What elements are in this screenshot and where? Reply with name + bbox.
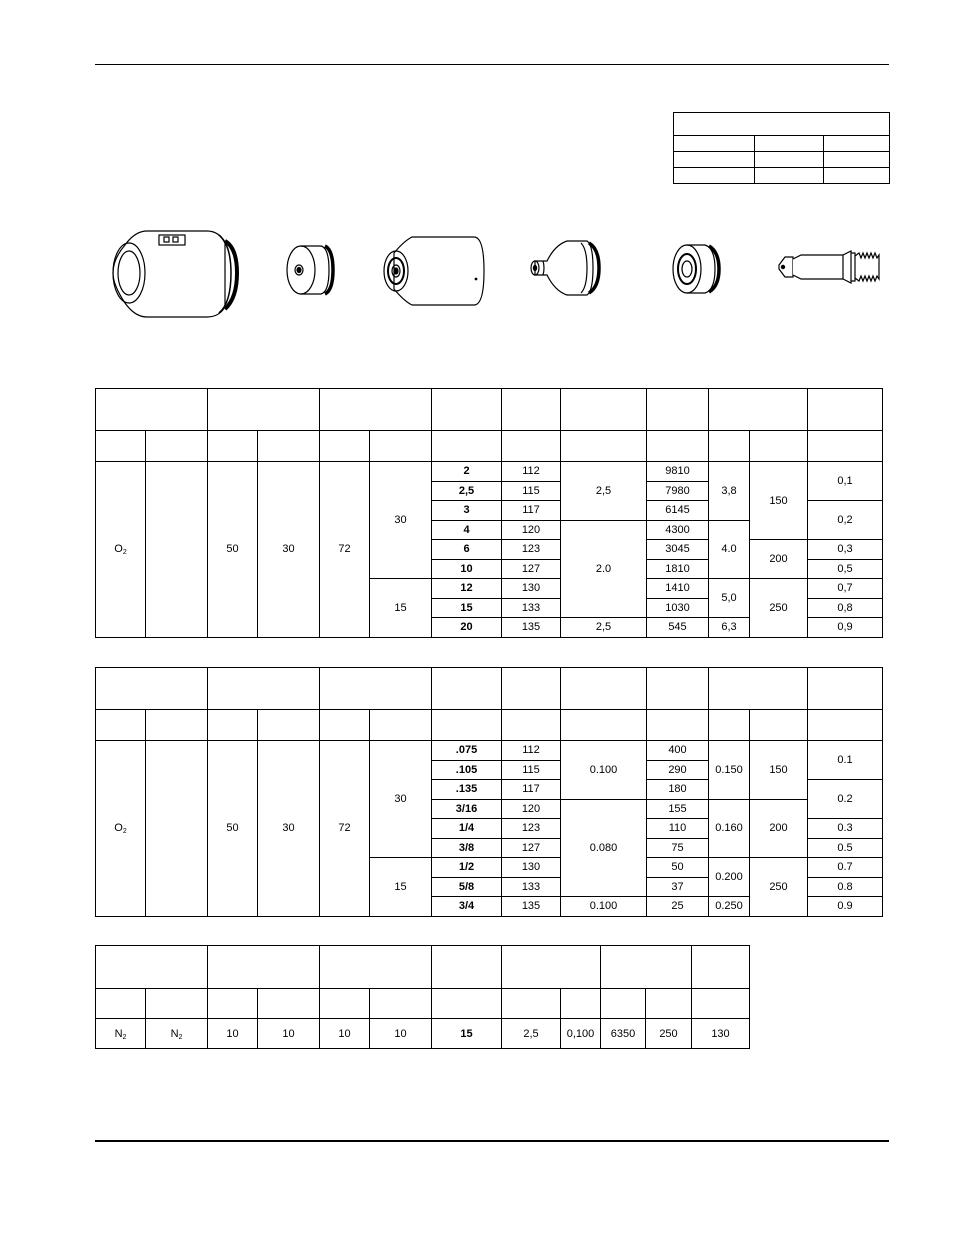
value-cell: 72: [320, 462, 370, 638]
mini-table-header: [674, 113, 890, 136]
value-cell: 133: [502, 877, 561, 897]
mini-table-cell: [824, 168, 890, 184]
marking-chart: [95, 945, 750, 1049]
group-cell: 15: [370, 579, 432, 638]
header-cell: [432, 389, 502, 431]
value-cell: 0.080: [561, 799, 647, 897]
header-cell: [208, 946, 320, 989]
group-cell: 30: [370, 462, 432, 579]
subheader-cell: [146, 989, 208, 1019]
speed-cell: 9810: [647, 462, 709, 482]
group-cell: 30: [370, 741, 432, 858]
value-cell: 0.7: [808, 858, 883, 878]
mini-table-cell: [755, 136, 824, 152]
value-cell: 117: [502, 501, 561, 521]
thickness-cell: 10: [432, 559, 502, 579]
speed-cell: 4300: [647, 520, 709, 540]
header-cell: [208, 389, 320, 431]
header-cell: [432, 668, 502, 710]
value-cell: 10: [370, 1019, 432, 1049]
thickness-cell: 3/8: [432, 838, 502, 858]
mini-table-cell: [755, 168, 824, 184]
value-cell: 0.9: [808, 897, 883, 917]
value-cell: 0,1: [808, 462, 883, 501]
value-cell: 5,0: [709, 579, 750, 618]
mini-table-cell: [674, 168, 755, 184]
value-cell: 112: [502, 741, 561, 761]
value-cell: 0.200: [709, 858, 750, 897]
value-cell: 135: [502, 897, 561, 917]
gas-cell: $N_2$: [96, 1019, 146, 1049]
value-cell: 0.1: [808, 741, 883, 780]
value-cell: 200: [750, 540, 808, 579]
value-cell: 0.2: [808, 780, 883, 819]
value-cell: 115: [502, 481, 561, 501]
speed-cell: 1410: [647, 579, 709, 599]
value-cell: 127: [502, 838, 561, 858]
gas-cell: $O_2$: [96, 462, 146, 638]
value-cell: 4.0: [709, 520, 750, 579]
header-cell: [647, 668, 709, 710]
value-cell: 10: [208, 1019, 258, 1049]
value-cell: 6350: [601, 1019, 646, 1049]
subheader-cell: [432, 431, 502, 462]
speed-cell: 110: [647, 819, 709, 839]
value-cell: 0.250: [709, 897, 750, 917]
value-cell: 112: [502, 462, 561, 482]
speed-cell: 37: [647, 877, 709, 897]
mini-reference-table: [673, 112, 890, 184]
subheader-cell: [750, 431, 808, 462]
value-cell: 50: [208, 462, 258, 638]
subheader-cell: [808, 431, 883, 462]
gas-cell: $O_2$: [96, 741, 146, 917]
value-cell: 250: [750, 858, 808, 917]
value-cell: 250: [750, 579, 808, 638]
value-cell: 0.160: [709, 799, 750, 858]
retaining-cap-icon: [380, 231, 490, 311]
header-cell: [709, 389, 808, 431]
value-cell: 150: [750, 741, 808, 800]
thickness-cell: 3/16: [432, 799, 502, 819]
subheader-cell: [601, 989, 646, 1019]
subheader-cell: [432, 710, 502, 741]
subheader-cell: [208, 989, 258, 1019]
subheader-cell: [258, 710, 320, 741]
value-cell: 0.3: [808, 819, 883, 839]
speed-cell: 6145: [647, 501, 709, 521]
thickness-cell: .135: [432, 780, 502, 800]
speed-cell: 7980: [647, 481, 709, 501]
value-cell: 115: [502, 760, 561, 780]
subheader-cell: [561, 431, 647, 462]
header-cell: [432, 946, 502, 989]
header-cell: [320, 946, 432, 989]
speed-cell: 400: [647, 741, 709, 761]
value-cell: 120: [502, 520, 561, 540]
subheader-cell: [320, 431, 370, 462]
header-cell: [692, 946, 750, 989]
value-cell: 30: [258, 462, 320, 638]
subheader-cell: [258, 431, 320, 462]
value-cell: 3,8: [709, 462, 750, 521]
value-cell: 150: [750, 462, 808, 540]
thickness-cell: 1/4: [432, 819, 502, 839]
value-cell: 0,9: [808, 618, 883, 638]
subheader-cell: [709, 431, 750, 462]
header-cell: [808, 668, 883, 710]
subheader-cell: [370, 710, 432, 741]
value-cell: 130: [502, 858, 561, 878]
electrode-icon: [775, 247, 885, 289]
subheader-cell: [96, 431, 146, 462]
thickness-cell: 5/8: [432, 877, 502, 897]
thickness-cell: 3: [432, 501, 502, 521]
value-cell: 0,5: [808, 559, 883, 579]
subheader-cell: [320, 989, 370, 1019]
subheader-cell: [709, 710, 750, 741]
swirl-ring-icon: [669, 238, 725, 300]
subheader-cell: [750, 710, 808, 741]
speed-cell: 290: [647, 760, 709, 780]
header-cell: [96, 389, 208, 431]
value-cell: 72: [320, 741, 370, 917]
value-cell: 200: [750, 799, 808, 858]
subheader-cell: [370, 989, 432, 1019]
subheader-cell: [502, 710, 561, 741]
header-cell: [96, 668, 208, 710]
mini-table-cell: [824, 136, 890, 152]
value-cell: 0,100: [561, 1019, 601, 1049]
value-cell: 2.0: [561, 520, 647, 618]
value-cell: 127: [502, 559, 561, 579]
header-cell: [96, 946, 208, 989]
subheader-cell: [561, 989, 601, 1019]
subheader-cell: [646, 989, 692, 1019]
value-cell: 0,7: [808, 579, 883, 599]
value-cell: 123: [502, 540, 561, 560]
value-cell: 0.8: [808, 877, 883, 897]
group-cell: 15: [370, 858, 432, 917]
thickness-cell: 15: [432, 598, 502, 618]
subheader-cell: [647, 710, 709, 741]
value-cell: 0.5: [808, 838, 883, 858]
value-cell: 30: [258, 741, 320, 917]
consumables-illustration: [95, 205, 889, 325]
subheader-cell: [258, 989, 320, 1019]
header-cell: [320, 668, 432, 710]
speed-cell: 25: [647, 897, 709, 917]
gas-cell: $N_2$: [146, 1019, 208, 1049]
subheader-cell: [502, 989, 561, 1019]
subheader-cell: [692, 989, 750, 1019]
cut-chart-imperial: [95, 667, 883, 917]
nozzle-icon: [525, 235, 605, 301]
value-cell: 0.100: [561, 897, 647, 917]
subheader-cell: [808, 710, 883, 741]
header-cell: [502, 946, 601, 989]
value-cell: 2,5: [561, 462, 647, 521]
subheader-cell: [502, 431, 561, 462]
header-cell: [502, 389, 561, 431]
value-cell: 0.150: [709, 741, 750, 800]
header-cell: [647, 389, 709, 431]
value-cell: 10: [320, 1019, 370, 1049]
value-cell: 0,2: [808, 501, 883, 540]
header-cell: [808, 389, 883, 431]
subheader-cell: [432, 989, 502, 1019]
thickness-cell: 15: [432, 1019, 502, 1049]
value-cell: 2,5: [502, 1019, 561, 1049]
speed-cell: 3045: [647, 540, 709, 560]
mini-table-cell: [674, 136, 755, 152]
thickness-cell: 6: [432, 540, 502, 560]
value-cell: 2,5: [561, 618, 647, 638]
value-cell: 123: [502, 819, 561, 839]
header-cell: [208, 668, 320, 710]
subheader-cell: [561, 710, 647, 741]
mini-table-cell: [755, 152, 824, 168]
value-cell: 117: [502, 780, 561, 800]
header-cell: [561, 389, 647, 431]
cut-chart-metric: [95, 388, 883, 638]
header-cell: [320, 389, 432, 431]
mini-table-cell: [824, 152, 890, 168]
header-rule: [95, 64, 889, 65]
value-cell: 10: [258, 1019, 320, 1049]
shield-icon: [107, 223, 242, 323]
thickness-cell: 4: [432, 520, 502, 540]
subheader-cell: [146, 431, 208, 462]
thickness-cell: .105: [432, 760, 502, 780]
speed-cell: 75: [647, 838, 709, 858]
thickness-cell: .075: [432, 741, 502, 761]
value-cell: 0,3: [808, 540, 883, 560]
speed-cell: 545: [647, 618, 709, 638]
thickness-cell: 2: [432, 462, 502, 482]
header-cell: [601, 946, 692, 989]
value-cell: 6,3: [709, 618, 750, 638]
thickness-cell: 2,5: [432, 481, 502, 501]
subheader-cell: [320, 710, 370, 741]
subheader-cell: [146, 710, 208, 741]
thickness-cell: 20: [432, 618, 502, 638]
subheader-cell: [647, 431, 709, 462]
value-cell: 50: [208, 741, 258, 917]
thickness-cell: 12: [432, 579, 502, 599]
header-cell: [709, 668, 808, 710]
value-cell: 120: [502, 799, 561, 819]
subheader-cell: [208, 431, 258, 462]
footer-rule: [95, 1140, 889, 1142]
value-cell: 133: [502, 598, 561, 618]
thickness-cell: 1/2: [432, 858, 502, 878]
subheader-cell: [96, 989, 146, 1019]
speed-cell: 1030: [647, 598, 709, 618]
mini-table-cell: [674, 152, 755, 168]
speed-cell: 50: [647, 858, 709, 878]
subheader-cell: [208, 710, 258, 741]
thickness-cell: 3/4: [432, 897, 502, 917]
subheader-cell: [370, 431, 432, 462]
speed-cell: 1810: [647, 559, 709, 579]
value-cell: 130: [502, 579, 561, 599]
header-cell: [502, 668, 561, 710]
speed-cell: 155: [647, 799, 709, 819]
header-cell: [561, 668, 647, 710]
value-cell: 130: [692, 1019, 750, 1049]
empty-cell: [146, 462, 208, 638]
value-cell: 250: [646, 1019, 692, 1049]
value-cell: 0.100: [561, 741, 647, 800]
speed-cell: 180: [647, 780, 709, 800]
value-cell: 0,8: [808, 598, 883, 618]
value-cell: 135: [502, 618, 561, 638]
subheader-cell: [96, 710, 146, 741]
empty-cell: [146, 741, 208, 917]
shield-cap-icon: [283, 238, 343, 302]
